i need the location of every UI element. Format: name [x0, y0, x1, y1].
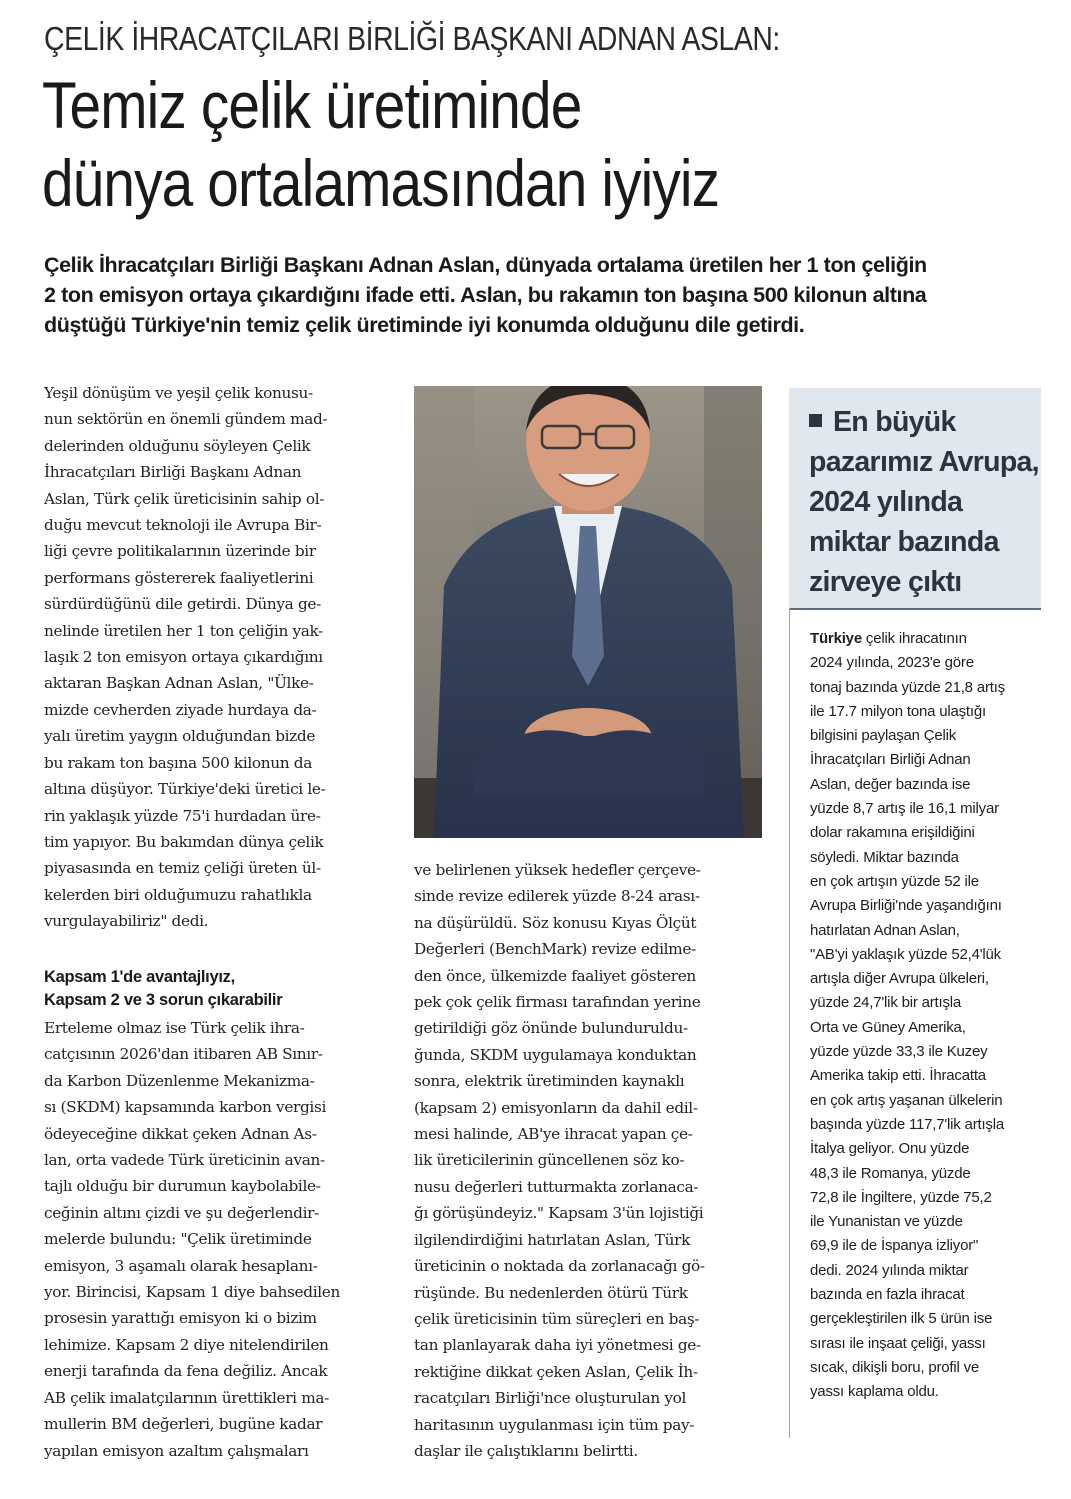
text-line: lehimize. Kapsam 2 diye nitelendirilen	[44, 1335, 329, 1354]
text-line: performans göstererek faaliyetlerini	[44, 568, 314, 587]
text-line: enerji tarafında da fena değiliz. Ancak	[44, 1362, 328, 1381]
subheading	[44, 966, 390, 1012]
lead-line: 2 ton emisyon ortaya çıkardığını ifade etti. Aslan, bu rakamın ton başına 500 kilonun altına	[44, 283, 927, 307]
sidebar-headline-line: pazarımız Avrupa,	[809, 446, 1039, 478]
kicker: ÇELİK İHRACATÇILARI BİRLİĞİ BAŞKANI ADNAN ASLAN:	[44, 20, 780, 57]
text-line: tajlı olduğu bir durumun kaybolabile-	[44, 1177, 321, 1196]
text-line: duğu mevcut teknoloji ile Avrupa Bir-	[44, 516, 322, 535]
text-line: liği çevre politikalarının üzerinde bir	[44, 542, 316, 561]
body-column-1	[44, 380, 390, 935]
text-line: pek çok çelik firması tarafından yerine	[414, 993, 701, 1012]
text-line: getirildiği göz önünde bulunduruldu-	[414, 1019, 688, 1038]
text-line: haritasının uygulanması için tüm pay-	[414, 1415, 695, 1434]
square-bullet-icon	[809, 414, 822, 427]
text-line: catçısının 2026'dan itibaren AB Sınır-	[44, 1045, 323, 1064]
text-line: Amerika takip etti. İhracatta	[810, 1067, 986, 1085]
text-line: sırası ile inşaat çeliği, yassı	[810, 1334, 986, 1352]
sidebar-line: çelik ihracatının	[861, 630, 967, 647]
text-line: tonaj bazında yüzde 21,8 artış	[810, 678, 1005, 696]
text-line: den önce, ülkemizde faaliyet gösteren	[414, 966, 696, 985]
text-line: vurgulayabiliriz" dedi.	[44, 912, 209, 931]
text-line: İtalya geliyor. Onu yüzde	[810, 1140, 970, 1158]
body-column-1-continued	[44, 1015, 390, 1464]
text-line: kelerden biri olduğumuzu rahatlıkla	[44, 885, 312, 904]
sidebar-text	[810, 627, 1050, 1405]
lead-paragraph	[44, 250, 1054, 340]
text-line: Aslan, değer bazında ise	[810, 775, 971, 793]
text-line: bilgisini paylaşan Çelik	[810, 727, 957, 745]
text-line: sı (SKDM) kapsamında karbon vergisi	[44, 1098, 327, 1117]
text-line: tan planlayarak daha iyi yönetmesi ge-	[414, 1336, 701, 1355]
text-line: Değerleri (BenchMark) revize edilme-	[414, 940, 696, 959]
headline	[42, 66, 988, 222]
text-line: AB çelik imalatçılarının ürettikleri ma-	[44, 1388, 329, 1407]
text-line: altına düşüyor. Türkiye'deki üretici le-	[44, 780, 326, 799]
text-line: rin yaklaşık yüzde 75'i hurdadan üre-	[44, 806, 321, 825]
text-line: Erteleme olmaz ise Türk çelik ihra-	[44, 1019, 305, 1037]
text-line: yüzde 8,7 artış ile 16,1 milyar	[810, 800, 999, 818]
sidebar-headline	[809, 402, 1039, 602]
subheading-line: Kapsam 1'de avantajlıyız,	[44, 968, 235, 986]
text-line: dolar rakamına erişildiğini	[810, 824, 975, 842]
text-line: rüşünde. Bu nedenlerden ötürü Türk	[414, 1283, 688, 1302]
text-line: en çok artış yaşanan ülkelerin	[810, 1091, 1003, 1109]
text-line: na düşürüldü. Söz konusu Kıyas Ölçüt	[414, 913, 697, 932]
headline-line: Temiz çelik üretiminde	[42, 68, 582, 142]
text-line: da Karbon Düzenlenme Mekanizma-	[44, 1071, 315, 1090]
subheading-line: Kapsam 2 ve 3 sorun çıkarabilir	[44, 991, 283, 1009]
text-line: emisyon, 3 aşamalı olarak hesaplanı-	[44, 1256, 318, 1275]
text-line: Yeşil dönüşüm ve yeşil çelik konusu-	[44, 384, 313, 402]
text-line: ve belirlenen yüksek hedefler çerçeve-	[414, 861, 701, 879]
sidebar-headline-line: zirveye çıktı	[809, 566, 962, 598]
text-line: sonra, elektrik üretiminden kaynaklı	[414, 1072, 685, 1091]
text-line: sürdürdüğünü dile getirdi. Dünya ge-	[44, 595, 321, 614]
text-line: yor. Birincisi, Kapsam 1 diye bahsedilen	[44, 1283, 340, 1302]
sidebar-headline-line: En büyük	[833, 406, 956, 438]
text-line: ilgilendirdiğini hatırlatan Aslan, Türk	[414, 1230, 691, 1249]
sidebar-divider	[789, 608, 790, 1438]
text-line: prosesin yarattığı emisyon ki o bizim	[44, 1309, 317, 1328]
text-line: ile Yunanistan ve yüzde	[810, 1213, 963, 1231]
text-line: melerde bulundu: "Çelik üretiminde	[44, 1230, 312, 1249]
text-line: rektiğine dikkat çeken Aslan, Çelik İh-	[414, 1362, 698, 1381]
text-line: laşık 2 ton emisyon ortaya çıkardığını	[44, 648, 323, 667]
text-line: nelinde üretilen her 1 ton çeliğin yak-	[44, 621, 323, 640]
text-line: ödeyeceğine dikkat çeken Adnan As-	[44, 1124, 317, 1143]
text-line: Avrupa Birliği'nde yaşandığını	[810, 897, 1002, 915]
text-line: dedi. 2024 yılında miktar	[810, 1261, 969, 1279]
text-line: yassı kaplama oldu.	[810, 1383, 939, 1401]
text-line: tim yapıyor. Bu bakımdan dünya çelik	[44, 832, 324, 851]
text-line: sinde revize edilerek yüzde 8-24 arası-	[414, 887, 700, 906]
text-line: racatçıları Birliği'nce oluşturulan yol	[414, 1389, 687, 1408]
text-line: yalı üretim yaygın olduğundan bizde	[44, 727, 316, 746]
text-line: söyledi. Miktar bazında	[810, 848, 959, 866]
body-column-2	[414, 857, 760, 1464]
sidebar-headline-line: miktar bazında	[809, 526, 999, 558]
text-line: nusu değerleri tutturmakta zorlanaca-	[414, 1177, 699, 1196]
sidebar-headline-box	[789, 388, 1041, 610]
text-line: 72,8 ile İngiltere, yüzde 75,2	[810, 1188, 992, 1206]
text-line: bazında en fazla ihracat	[810, 1286, 965, 1304]
text-line: gerçekleştirilen ilk 5 ürün ise	[810, 1310, 993, 1328]
text-line: aktaran Başkan Adnan Aslan, "Ülke-	[44, 674, 314, 693]
text-line: Aslan, Türk çelik üreticisinin sahip ol-	[44, 489, 325, 508]
text-line: üreticinin o noktada da zorlanacağı gö-	[414, 1257, 705, 1276]
headline-line: dünya ortalamasından iyiyiz	[42, 146, 720, 220]
text-line: hatırlatan Adnan Aslan,	[810, 921, 960, 939]
lead-line: Çelik İhracatçıları Birliği Başkanı Adnan Aslan, dünyada ortalama üretilen her 1 ton çeliğin	[44, 253, 927, 277]
text-line: Orta ve Güney Amerika,	[810, 1018, 966, 1036]
text-line: mizde cevherden ziyade hurdaya da-	[44, 700, 317, 719]
text-line: "AB'yi yaklaşık yüzde 52,4'lük	[810, 945, 1001, 963]
text-line: (kapsam 2) emisyonların da dahil edil-	[414, 1098, 698, 1117]
text-line: piyasasında en temiz çeliği üreten ül-	[44, 859, 321, 878]
text-line: lik üreticilerinin güncellenen söz ko-	[414, 1151, 685, 1170]
text-line: ceğinin altını çizdi ve şu değerlendir-	[44, 1203, 319, 1222]
text-line: 69,9 ile de İspanya izliyor"	[810, 1237, 979, 1255]
text-line: İhracatçıları Birliği Adnan	[810, 751, 971, 769]
text-line: nun sektörün en önemli gündem mad-	[44, 410, 328, 429]
portrait-photo	[414, 386, 762, 838]
text-line: mesi halinde, AB'ye ihracat yapan çe-	[414, 1125, 693, 1144]
text-line: ile 17.7 milyon tona ulaştığı	[810, 702, 986, 720]
text-line: ğunda, SKDM uygulamaya konduktan	[414, 1045, 697, 1064]
text-line: daşlar ile çalıştıklarını belirtti.	[414, 1441, 638, 1460]
text-line: bu rakam ton başına 500 kilonun da	[44, 753, 313, 772]
text-line: 2024 yılında, 2023'e göre	[810, 654, 974, 672]
text-line: 48,3 ile Romanya, yüzde	[810, 1164, 971, 1182]
text-line: yüzde 24,7'lik bir artışla	[810, 994, 962, 1012]
text-line: başında yüzde 117,7'lik artışla	[810, 1115, 1005, 1133]
text-line: lan, orta vadede Türk üreticinin avan-	[44, 1151, 325, 1170]
sidebar-lead-word: Türkiye	[810, 630, 862, 647]
text-line: İhracatçıları Birliği Başkanı Adnan	[44, 463, 302, 482]
text-line: sıcak, dikişli boru, profil ve	[810, 1358, 980, 1376]
text-line: ğı görüşündeyiz." Kapsam 3'ün lojistiği	[414, 1204, 704, 1223]
text-line: çelik üreticisinin tüm süreçleri en baş-	[414, 1309, 700, 1328]
text-line: mullerin BM değerleri, bugüne kadar	[44, 1415, 323, 1434]
text-line: en çok artışın yüzde 52 ile	[810, 872, 979, 890]
text-line: yüzde yüzde 33,3 ile Kuzey	[810, 1043, 988, 1061]
text-line: delerinden olduğunu söyleyen Çelik	[44, 436, 311, 455]
lead-line: düştüğü Türkiye'nin temiz çelik üretiminde iyi konumda olduğunu dile getirdi.	[44, 313, 805, 337]
sidebar-headline-line: 2024 yılında	[809, 486, 963, 518]
text-line: yapılan emisyon azaltım çalışmaları	[44, 1441, 309, 1460]
text-line: artışla diğer Avrupa ülkeleri,	[810, 970, 989, 988]
